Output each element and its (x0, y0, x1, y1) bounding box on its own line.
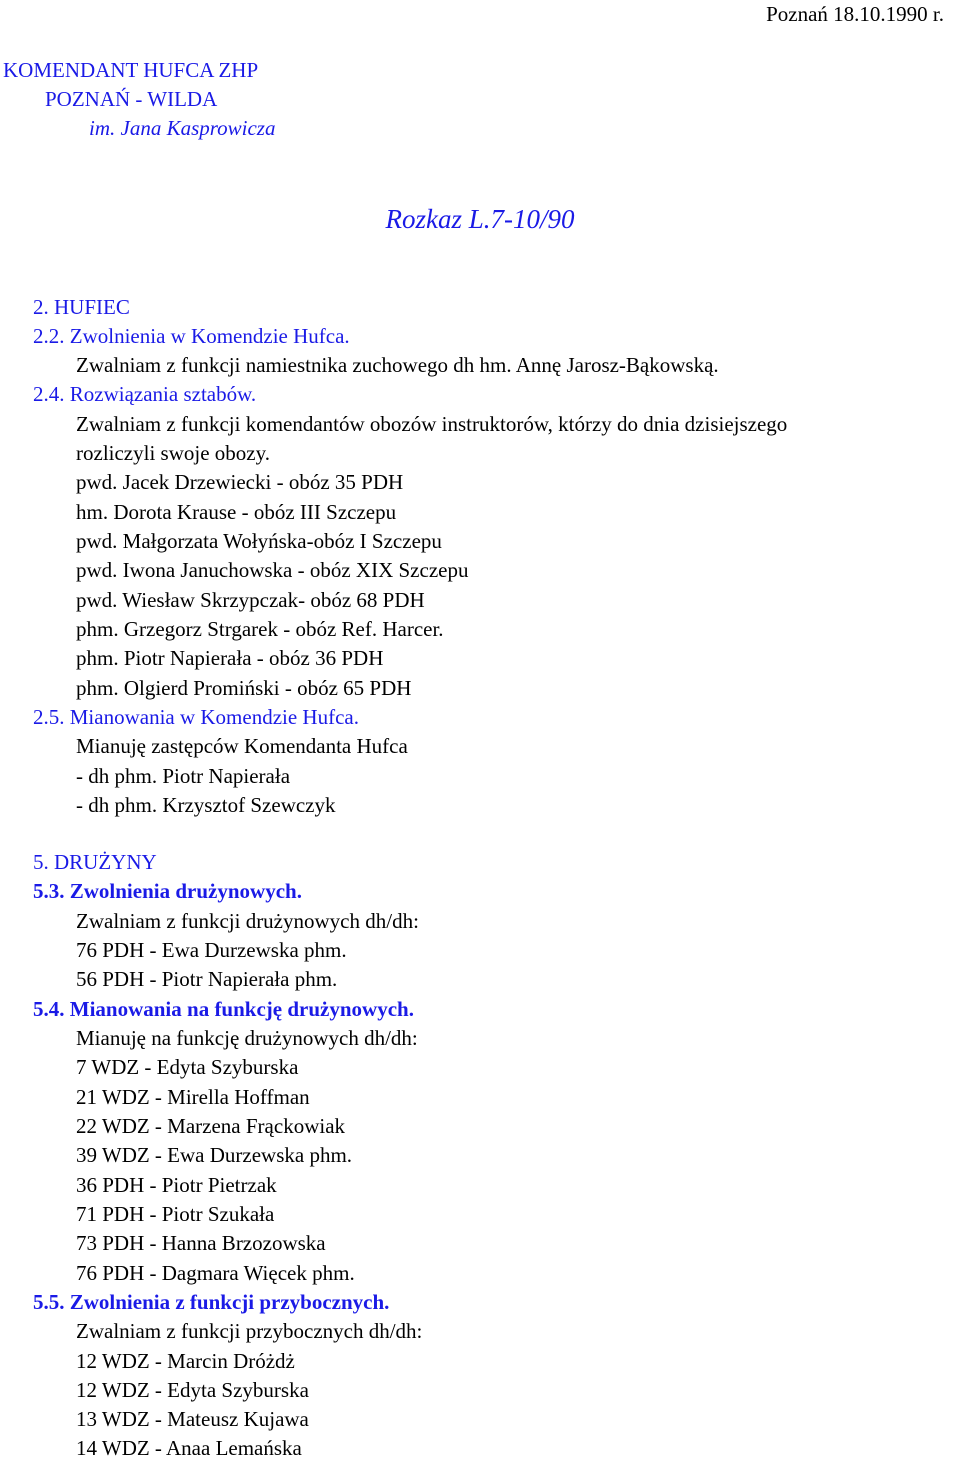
list-item: - dh phm. Krzysztof Szewczyk (76, 793, 336, 817)
list-item: pwd. Jacek Drzewiecki - obóz 35 PDH (76, 470, 404, 494)
list-item: pwd. Iwona Januchowska - obóz XIX Szczepu (76, 558, 469, 582)
header-line-3: im. Jana Kasprowicza (89, 116, 276, 140)
subsection-number: 5.3. (33, 879, 65, 903)
list-item: 12 WDZ - Marcin Dróżdż (76, 1349, 295, 1373)
paragraph-text: rozliczyli swoje obozy. (76, 441, 270, 465)
subsection-5-3-heading (33, 879, 302, 903)
list-item: pwd. Wiesław Skrzypczak- obóz 68 PDH (76, 588, 425, 612)
list-item: 36 PDH - Piotr Pietrzak (76, 1173, 277, 1197)
list-item: 39 WDZ - Ewa Durzewska phm. (76, 1143, 353, 1167)
paragraph-text: Zwalniam z funkcji drużynowych dh/dh: (76, 909, 419, 933)
document-date: Poznań 18.10.1990 r. (766, 2, 944, 26)
document-title: Rozkaz L.7-10/90 (385, 204, 575, 234)
subsection-number: 2.5. (33, 705, 65, 729)
list-item: hm. Dorota Krause - obóz III Szczepu (76, 500, 397, 524)
subsection-number: 5.5. (33, 1290, 65, 1314)
section-heading-druzyny: 5. DRUŻYNY (33, 850, 157, 874)
subsection-number: 5.4. (33, 997, 65, 1021)
list-item: 71 PDH - Piotr Szukała (76, 1202, 275, 1226)
paragraph-text: Mianuję zastępców Komendanta Hufca (76, 734, 408, 758)
subsection-2-5-heading (33, 705, 359, 729)
list-item: 76 PDH - Dagmara Więcek phm. (76, 1261, 355, 1285)
header-line-2: POZNAŃ - WILDA (45, 87, 218, 111)
subsection-label: Zwolnienia z funkcji przybocznych. (69, 1290, 390, 1314)
subsection-2-4-heading (33, 382, 256, 406)
list-item: 13 WDZ - Mateusz Kujawa (76, 1407, 309, 1431)
list-item: phm. Piotr Napierała - obóz 36 PDH (76, 646, 384, 670)
section-heading-hufiec: 2. HUFIEC (33, 295, 130, 319)
subsection-label: Zwolnienia drużynowych. (69, 879, 302, 903)
subsection-number: 2.2. (33, 324, 65, 348)
list-item: phm. Grzegorz Strgarek - obóz Ref. Harcer. (76, 617, 444, 641)
list-item: 22 WDZ - Marzena Frąckowiak (76, 1114, 346, 1138)
subsection-label: Mianowania na funkcję drużynowych. (69, 997, 414, 1021)
subsection-label: Mianowania w Komendzie Hufca. (69, 705, 359, 729)
paragraph-text: Zwalniam z funkcji namiestnika zuchowego dh hm. Annę Jarosz-Bąkowską. (76, 353, 719, 377)
subsection-label: Rozwiązania sztabów. (69, 382, 257, 406)
list-item: 73 PDH - Hanna Brzozowska (76, 1231, 326, 1255)
paragraph-text: Zwalniam z funkcji komendantów obozów instruktorów, którzy do dnia dzisiejszego (76, 412, 788, 436)
header-line-1: KOMENDANT HUFCA ZHP (3, 58, 259, 82)
list-item: 7 WDZ - Edyta Szyburska (76, 1055, 299, 1079)
list-item: 14 WDZ - Anaa Lemańska (76, 1436, 302, 1460)
list-item: phm. Olgierd Promiński - obóz 65 PDH (76, 676, 412, 700)
list-item: 56 PDH - Piotr Napierała phm. (76, 967, 338, 991)
subsection-number: 2.4. (33, 382, 65, 406)
list-item: 76 PDH - Ewa Durzewska phm. (76, 938, 347, 962)
subsection-5-4-heading (33, 997, 414, 1021)
paragraph-text: Zwalniam z funkcji przybocznych dh/dh: (76, 1319, 423, 1343)
list-item: 21 WDZ - Mirella Hoffman (76, 1085, 310, 1109)
list-item: 12 WDZ - Edyta Szyburska (76, 1378, 309, 1402)
subsection-2-2-heading (33, 324, 350, 348)
subsection-label: Zwolnienia w Komendzie Hufca. (69, 324, 350, 348)
list-item: - dh phm. Piotr Napierała (76, 764, 291, 788)
list-item: pwd. Małgorzata Wołyńska-obóz I Szczepu (76, 529, 442, 553)
paragraph-text: Mianuję na funkcję drużynowych dh/dh: (76, 1026, 418, 1050)
subsection-5-5-heading (33, 1290, 389, 1314)
